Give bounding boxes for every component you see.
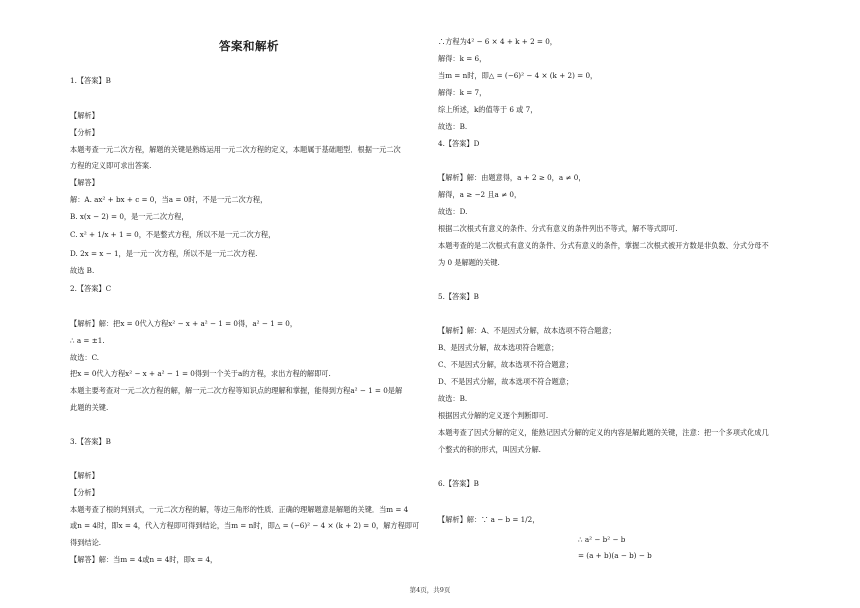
q5-answer: 5.【答案】B <box>438 292 479 301</box>
q4-text-2: 本题考查的是二次根式有意义的条件、分式有意义的条件，掌握二次根式被开方数是非负数、分式分母不 <box>438 241 769 250</box>
q4-analysis: 【解析】解：由题意得，a + 2 ≥ 0，a ≠ 0， <box>438 173 586 182</box>
q1-option-c: C. x² + 1/x + 1 = 0，不是整式方程，所以不是一元二次方程， <box>70 230 276 239</box>
q5-text-3: 个整式的积的形式，叫因式分解. <box>438 445 541 454</box>
q3-text-3: 得到结论. <box>70 538 102 547</box>
q1-option-a: 解：A. ax² + bx + c = 0，当a = 0时，不是一元二次方程， <box>70 195 268 204</box>
q1-option-d: D. 2x = x − 1，是一元一次方程，所以不是一元二次方程. <box>70 249 258 258</box>
q4-text-1: 根据二次根式有意义的条件、分式有意义的条件列出不等式，解不等式即可. <box>438 224 678 233</box>
q3-text-1: 本题考查了根的判别式，一元二次方程的解，等边三角形的性质．正确的理解题意是解题的关键．当m = 4 <box>70 505 409 514</box>
q1-fenxi-heading: 【分析】 <box>70 128 99 137</box>
q1-conclusion: 故选 B. <box>70 266 95 275</box>
q3-solve-k7: 解得：k = 7， <box>438 88 487 97</box>
q6-analysis: 【解析】解：∵ a − b = 1/2， <box>438 515 540 524</box>
q2-text-3: 此题的关键. <box>70 403 109 412</box>
q3-answer: 3.【答案】B <box>70 437 111 446</box>
q1-option-b: B. x(x − 2) = 0，是一元二次方程， <box>70 212 189 221</box>
q1-fenxi-text-2: 方程的定义即可求出答案. <box>70 161 152 170</box>
q3-analysis-heading: 【解析】 <box>70 471 99 480</box>
q4-solve: 解得，a ≥ −2 且a ≠ 0， <box>438 190 522 199</box>
q6-equation-1: ∴ a² − b² − b <box>578 535 626 544</box>
q3-text-2: 或n = 4时，即x = 4，代入方程即可得到结论，当m = n时，即△ = (−6)² − 4 × (k + 2) = 0，解方程即可 <box>70 521 420 530</box>
q6-answer: 6.【答案】B <box>438 479 479 488</box>
q3-case-m-eq-n: 当m = n时，即△ = (−6)² − 4 × (k + 2) = 0， <box>438 71 598 80</box>
q2-analysis: 【解析】解：把x = 0代入方程x² − x + a² − 1 = 0得，a² − 1 = 0， <box>70 319 298 328</box>
q3-fenxi-heading: 【分析】 <box>70 488 99 497</box>
q4-text-3: 为 0 是解题的关键. <box>438 258 500 267</box>
q2-result: ∴ a = ±1. <box>70 336 105 345</box>
q1-analysis-heading: 【解析】 <box>70 111 99 120</box>
q2-text-1: 把x = 0代入方程x² − x + a² − 1 = 0得到一个关于a的方程，求出方程的解即可. <box>70 369 331 378</box>
q3-conclusion: 故选：B. <box>438 122 468 131</box>
q5-option-b: B、是因式分解，故本选项符合题意； <box>438 343 559 352</box>
q1-jieda-heading: 【解答】 <box>70 178 99 187</box>
q2-text-2: 本题主要考查对一元二次方程的解，解一元二次方程等知识点的理解和掌握，能得到方程a² − 1 = 0是解 <box>70 386 403 395</box>
q4-answer: 4.【答案】D <box>438 139 480 148</box>
q3-equation: ∴方程为4² − 6 × 4 + k + 2 = 0， <box>438 37 557 46</box>
q5-text-2: 本题考查了因式分解的定义，能熟记因式分解的定义的内容是解此题的关键，注意：把一个多项式化成几 <box>438 428 769 437</box>
q2-conclusion: 故选：C. <box>70 353 100 362</box>
page-title: 答案和解析 <box>219 39 279 53</box>
q2-answer: 2.【答案】C <box>70 284 112 293</box>
page-footer: 第4页，共9页 <box>409 586 451 594</box>
q5-text-1: 根据因式分解的定义逐个判断即可. <box>438 411 549 420</box>
q1-answer: 1.【答案】B <box>70 76 111 85</box>
q5-analysis: 【解析】解：A、不是因式分解，故本选项不符合题意； <box>438 326 616 335</box>
q3-summary: 综上所述，k的值等于 6 或 7， <box>438 105 538 114</box>
q3-solve-k6: 解得：k = 6， <box>438 54 487 63</box>
q3-jieda: 【解答】解：当m = 4或n = 4时，即x = 4， <box>70 555 218 564</box>
q5-option-c: C、不是因式分解，故本选项不符合题意； <box>438 360 573 369</box>
q5-conclusion: 故选：B. <box>438 394 468 403</box>
q6-equation-2: = (a + b)(a − b) − b <box>578 551 652 560</box>
q5-option-d: D、不是因式分解，故本选项不符合题意； <box>438 377 574 386</box>
q4-conclusion: 故选：D. <box>438 207 468 216</box>
q1-fenxi-text-1: 本题考查一元二次方程，解题的关键是熟练运用一元二次方程的定义，本题属于基础题型．根据一元二次 <box>70 145 401 154</box>
